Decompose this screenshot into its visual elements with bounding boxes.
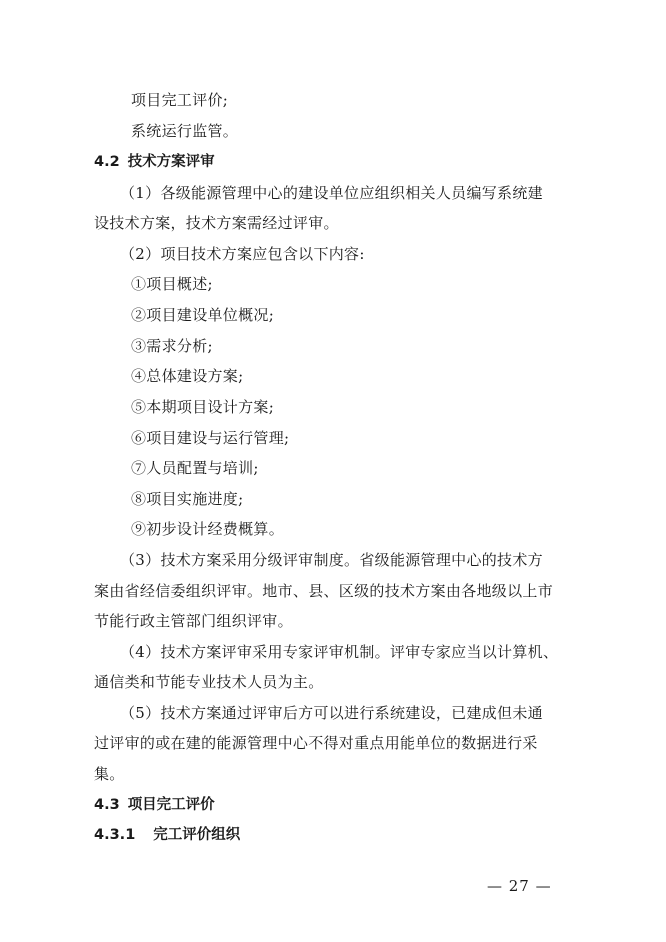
- list-item: ⑧项目实施进度;: [131, 490, 244, 508]
- section-heading-4-3: [94, 795, 215, 815]
- paragraph-5-line: 集。: [94, 765, 125, 783]
- heading-number: 4.2: [94, 154, 120, 170]
- list-item: ⑨初步设计经费概算。: [131, 520, 285, 538]
- list-item: ③需求分析;: [131, 337, 213, 355]
- list-item: ⑦人员配置与培训;: [131, 459, 259, 477]
- paragraph-4-line: （4）技术方案评审采用专家评审机制。评审专家应当以计算机、: [120, 643, 559, 661]
- heading-title: 技术方案评审: [127, 154, 215, 170]
- heading-number: 4.3: [94, 797, 120, 813]
- paragraph-1-line: 设技术方案，技术方案需经过评审。: [94, 214, 339, 232]
- list-item: ④总体建设方案;: [131, 367, 244, 385]
- paragraph-1-line: （1）各级能源管理中心的建设单位应组织相关人员编写系统建: [120, 184, 543, 202]
- paragraph-3-line: 案由省经信委组织评审。地市、县、区级的技术方案由各地级以上市: [94, 582, 554, 600]
- paragraph-2: （2）项目技术方案应包含以下内容:: [120, 245, 365, 263]
- paragraph-4-line: 通信类和节能专业技术人员为主。: [94, 673, 324, 691]
- paragraph-5-line: （5）技术方案通过评审后方可以进行系统建设，已建成但未通: [120, 704, 543, 722]
- list-item: ⑤本期项目设计方案;: [131, 398, 275, 416]
- heading-title: 项目完工评价: [127, 797, 215, 813]
- text-line: 系统运行监管。: [131, 122, 239, 140]
- list-item: ②项目建设单位概况;: [131, 306, 275, 324]
- paragraph-3-line: 节能行政主管部门组织评审。: [94, 612, 293, 630]
- list-item: ①项目概述;: [131, 275, 213, 293]
- text-line: 项目完工评价;: [131, 91, 229, 109]
- section-heading-4-2: [94, 152, 215, 172]
- paragraph-3-line: （3）技术方案采用分级评审制度。省级能源管理中心的技术方: [120, 551, 543, 569]
- paragraph-5-line: 过评审的或在建的能源管理中心不得对重点用能单位的数据进行采: [94, 734, 538, 752]
- heading-number: 4.3.1: [94, 827, 136, 843]
- page-number: — 27 —: [487, 877, 552, 895]
- list-item: ⑥项目建设与运行管理;: [131, 429, 290, 447]
- heading-title: 完工评价组织: [153, 827, 241, 843]
- section-heading-4-3-1: [94, 825, 240, 845]
